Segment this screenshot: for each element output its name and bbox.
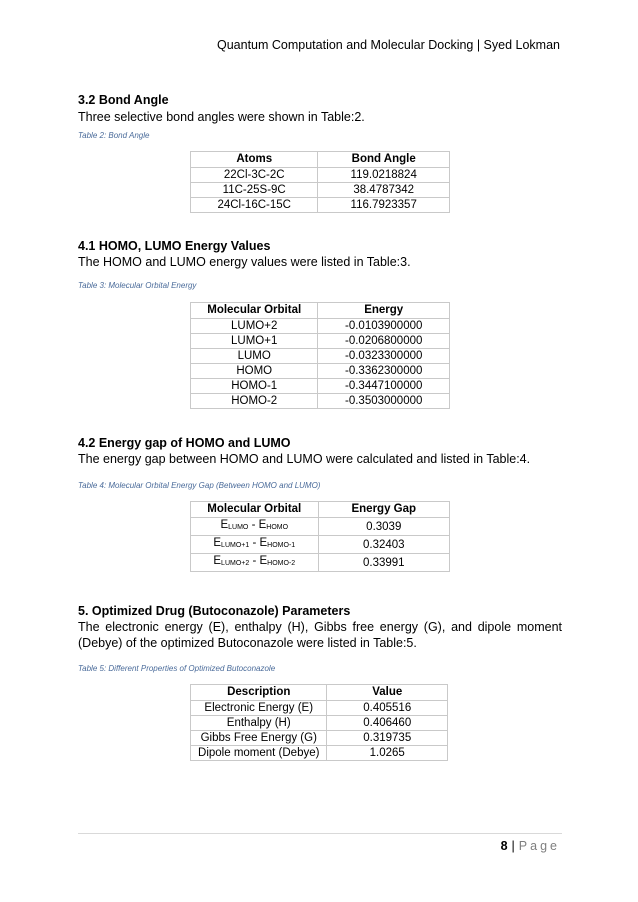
table-header-row: [191, 152, 450, 168]
footer-separator: |: [511, 839, 515, 853]
section-intro-energy-gap: The energy gap between HOMO and LUMO were calculated and listed in Table:4.: [78, 452, 531, 466]
table-cell: 0.33991: [318, 554, 449, 572]
table-row: [191, 198, 450, 213]
column-header: Value: [327, 685, 448, 701]
section-intro-homo-lumo: The HOMO and LUMO energy values were listed in Table:3.: [78, 255, 411, 269]
orbital-pair-cell: $E_{LUMO+1} - E_{HOMO-1}$: [191, 536, 319, 554]
table-cell: Enthalpy (H): [191, 716, 327, 731]
table-caption-bond-angle: Table 2: Bond Angle: [78, 131, 150, 140]
section-intro-drug-parameters: The electronic energy (E), enthalpy (H), Gibbs free energy (G), and dipole moment (Debye) of the optimized Butoconazole were listed in Table:5.: [78, 620, 562, 650]
table-row: [191, 379, 450, 394]
section-heading-energy-gap: 4.2 Energy gap of HOMO and LUMO: [78, 436, 291, 450]
table-cell: 0.406460: [327, 716, 448, 731]
table-cell: -0.3503000000: [318, 394, 450, 409]
energy-gap-table: [190, 501, 450, 572]
bond-angle-table: [190, 151, 450, 213]
column-header: Energy Gap: [318, 502, 449, 518]
table-row: [191, 319, 450, 334]
table-cell: 0.3039: [318, 518, 449, 536]
table-row: [191, 334, 450, 349]
table-cell: 116.7923357: [318, 198, 450, 213]
footer-divider: [78, 833, 562, 834]
table-row: [191, 716, 448, 731]
table-cell: Electronic Energy (E): [191, 701, 327, 716]
column-header: Description: [191, 685, 327, 701]
table-row: [191, 554, 450, 572]
table-row: [191, 394, 450, 409]
table-cell: -0.3447100000: [318, 379, 450, 394]
table-row: [191, 349, 450, 364]
table-row: [191, 518, 450, 536]
section-heading-drug-parameters: 5. Optimized Drug (Butoconazole) Parameters: [78, 604, 351, 618]
table-row: [191, 701, 448, 716]
orbital-pair-cell: $E_{LUMO} - E_{HOMO}$: [191, 518, 319, 536]
table-row: [191, 183, 450, 198]
page-number: 8: [500, 839, 508, 853]
drug-properties-table: [190, 684, 448, 761]
table-caption-drug-properties: Table 5: Different Properties of Optimized Butoconazole: [78, 664, 276, 673]
table-cell: -0.0323300000: [318, 349, 450, 364]
table-cell: LUMO: [191, 349, 318, 364]
section-heading-homo-lumo: 4.1 HOMO, LUMO Energy Values: [78, 239, 271, 253]
table-row: [191, 536, 450, 554]
table-cell: 119.0218824: [318, 168, 450, 183]
table-caption-energy-gap: Table 4: Molecular Orbital Energy Gap (Between HOMO and LUMO): [78, 481, 321, 490]
column-header: Bond Angle: [318, 152, 450, 168]
table-header-row: [191, 502, 450, 518]
section-heading-bond-angle: 3.2 Bond Angle: [78, 93, 169, 107]
table-cell: 0.319735: [327, 731, 448, 746]
table-cell: 24Cl-16C-15C: [191, 198, 318, 213]
table-cell: -0.0103900000: [318, 319, 450, 334]
page-label: Page: [518, 839, 560, 853]
table-cell: Gibbs Free Energy (G): [191, 731, 327, 746]
orbital-pair-cell: $E_{LUMO+2} - E_{HOMO-2}$: [191, 554, 319, 572]
page-footer: [501, 839, 560, 853]
table-cell: -0.0206800000: [318, 334, 450, 349]
column-header: Atoms: [191, 152, 318, 168]
table-cell: HOMO-1: [191, 379, 318, 394]
table-cell: 38.4787342: [318, 183, 450, 198]
table-cell: 11C-25S-9C: [191, 183, 318, 198]
table-cell: LUMO+2: [191, 319, 318, 334]
table-cell: LUMO+1: [191, 334, 318, 349]
orbital-energy-table: [190, 302, 450, 409]
table-header-row: [191, 303, 450, 319]
table-cell: 22Cl-3C-2C: [191, 168, 318, 183]
table-header-row: [191, 685, 448, 701]
column-header: Molecular Orbital: [191, 303, 318, 319]
table-cell: HOMO: [191, 364, 318, 379]
table-row: [191, 168, 450, 183]
table-cell: 0.32403: [318, 536, 449, 554]
table-cell: Dipole moment (Debye): [191, 746, 327, 761]
section-intro-bond-angle: Three selective bond angles were shown in Table:2.: [78, 110, 365, 124]
table-cell: -0.3362300000: [318, 364, 450, 379]
table-row: [191, 731, 448, 746]
column-header: Molecular Orbital: [191, 502, 319, 518]
running-header: Quantum Computation and Molecular Docking | Syed Lokman: [216, 38, 560, 52]
column-header: Energy: [318, 303, 450, 319]
table-cell: 0.405516: [327, 701, 448, 716]
table-cell: 1.0265: [327, 746, 448, 761]
table-cell: HOMO-2: [191, 394, 318, 409]
table-row: [191, 364, 450, 379]
table-caption-orbital-energy: Table 3: Molecular Orbital Energy: [78, 281, 197, 290]
table-row: [191, 746, 448, 761]
